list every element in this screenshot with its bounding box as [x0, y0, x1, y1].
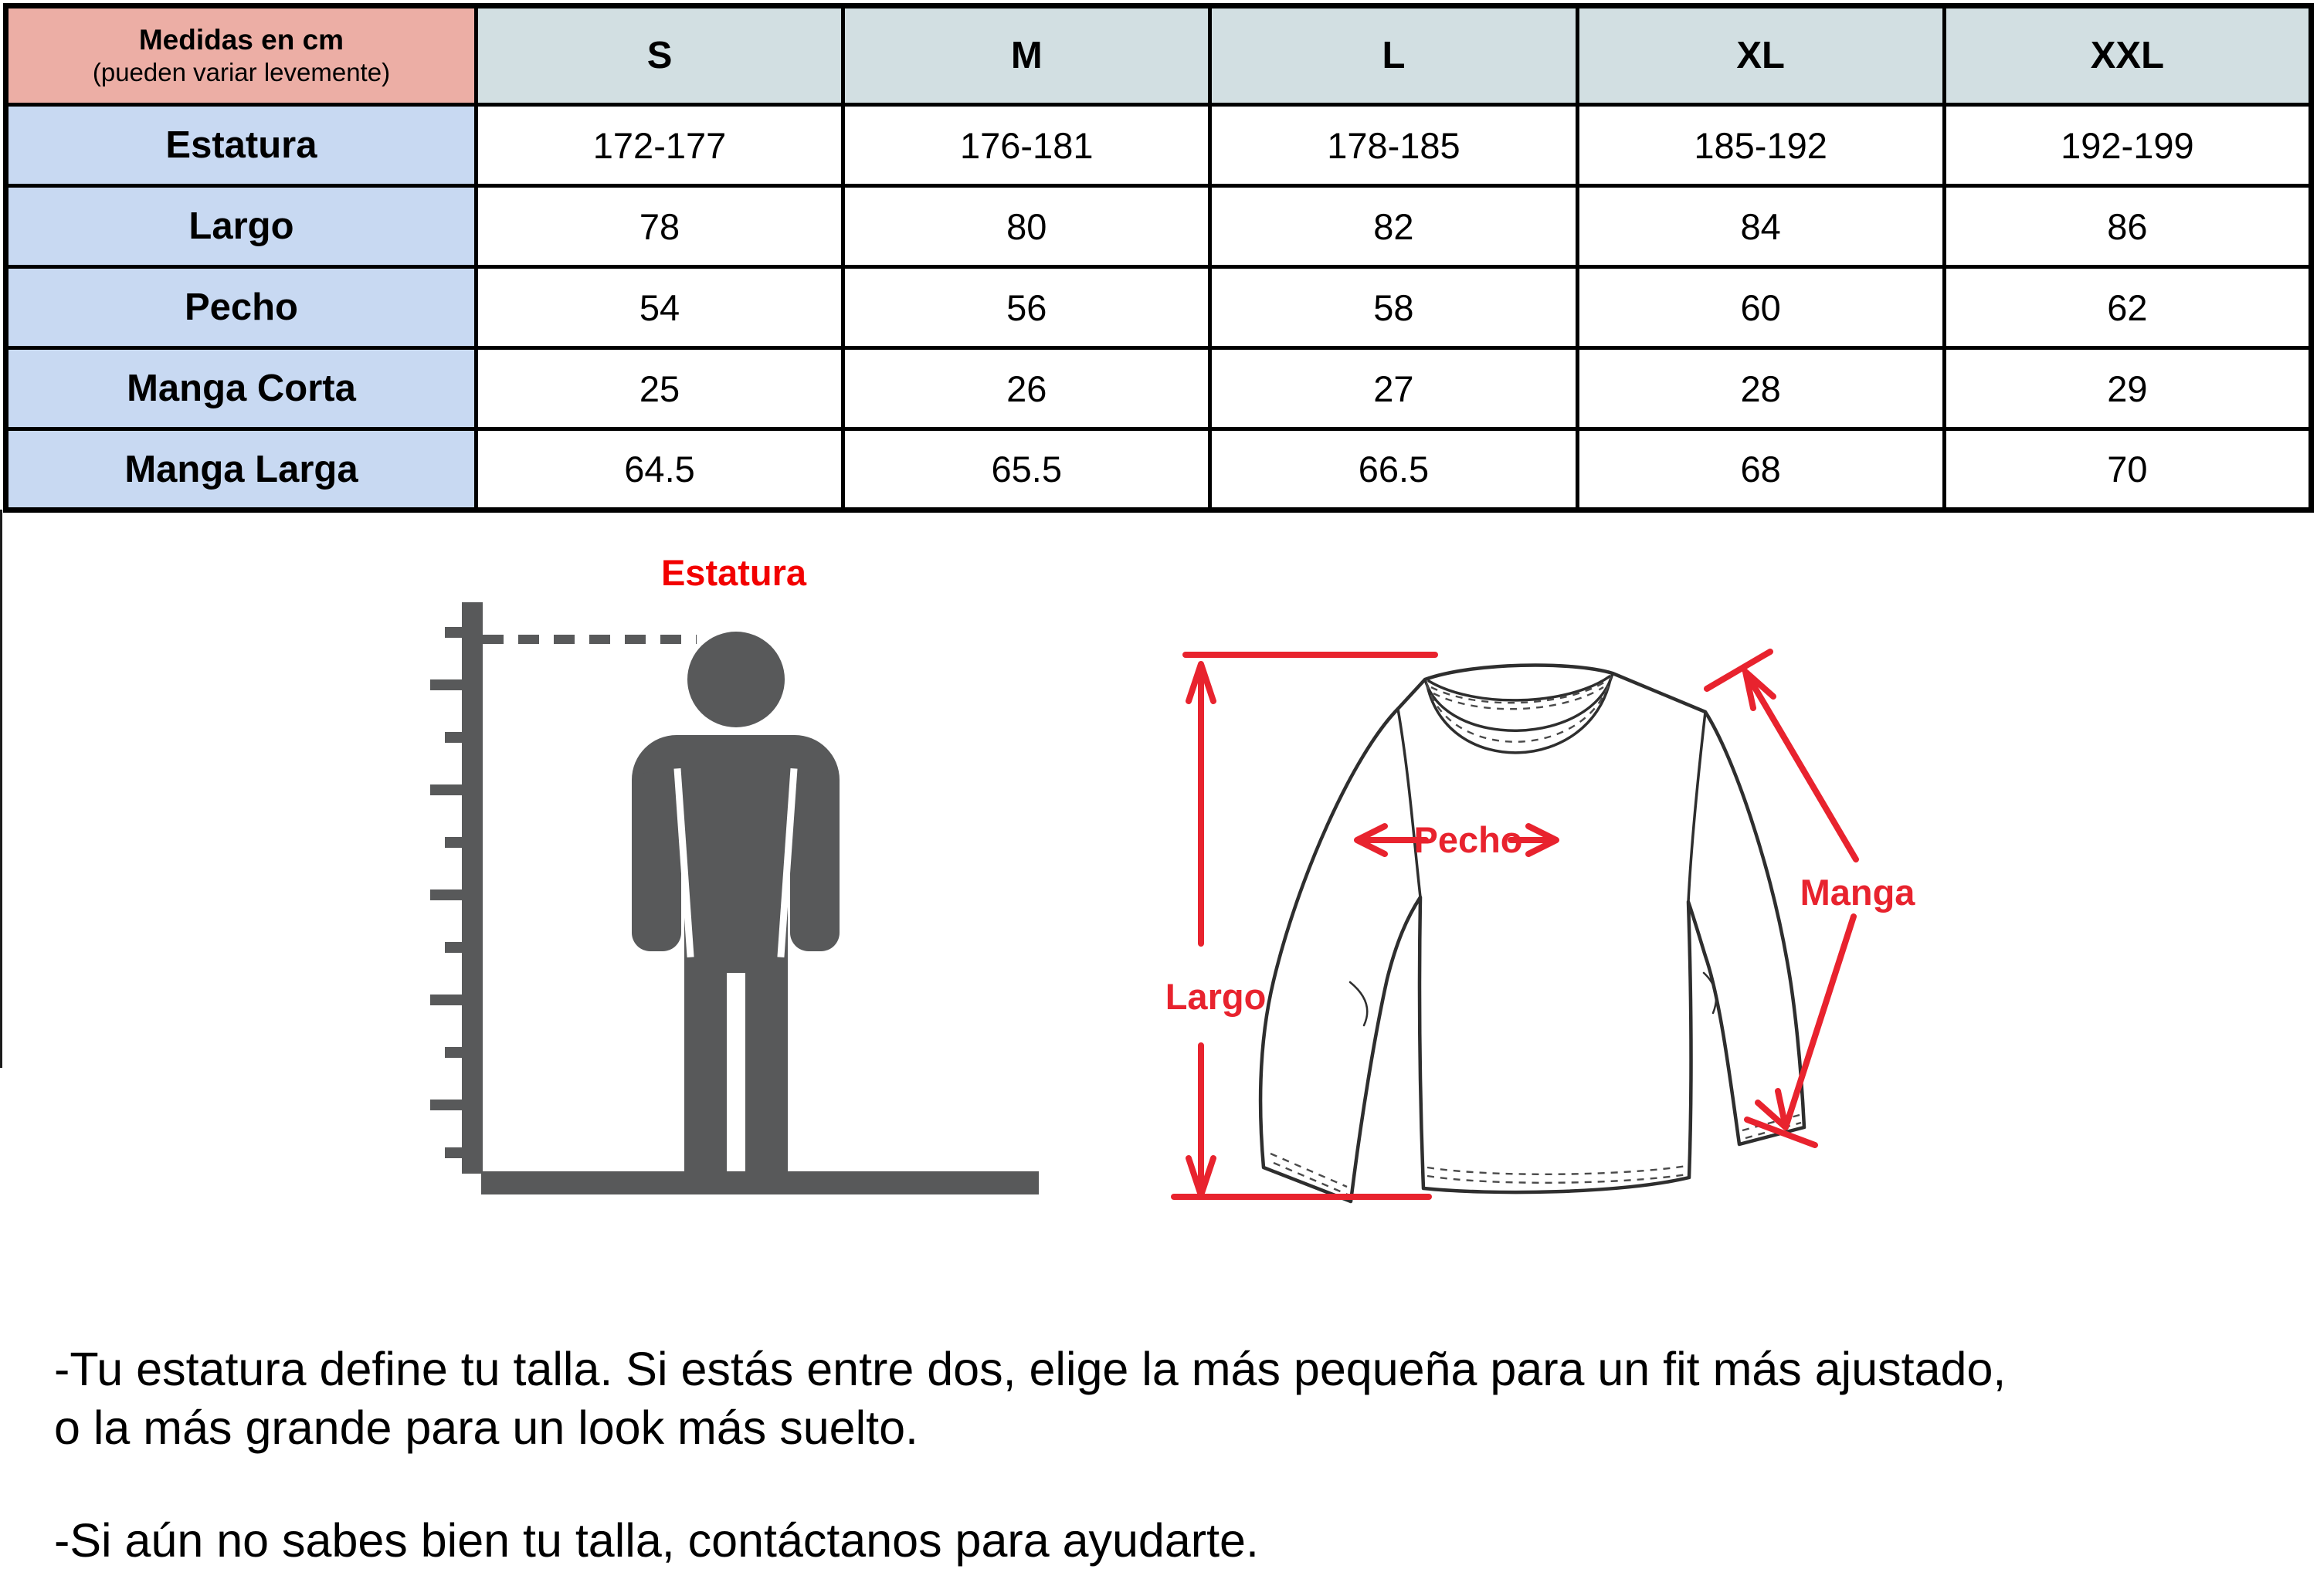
size-table: [3, 3, 2314, 513]
height-measurement-diagram: [425, 540, 1120, 1274]
estatura-s: 172-177: [476, 105, 843, 186]
manga-corta-s: 25: [476, 348, 843, 429]
estatura-xxl: 192-199: [1944, 105, 2311, 186]
shirt-outline-icon: [1260, 666, 1804, 1201]
row-label-pecho: Pecho: [6, 267, 477, 348]
row-label-manga-corta: Manga Corta: [6, 348, 477, 429]
pecho-xl: 60: [1577, 267, 1944, 348]
chest-label: Pecho: [1413, 819, 1523, 860]
table-corner-cell: [6, 6, 477, 105]
manga-corta-xl: 28: [1577, 348, 1944, 429]
largo-l: 82: [1210, 186, 1577, 267]
largo-xxl: 86: [1944, 186, 2311, 267]
note-fit-advice: [54, 1340, 2278, 1457]
largo-xl: 84: [1577, 186, 1944, 267]
length-arrow: [1189, 664, 1213, 1195]
note-contact-line: -Si aún no sabes bien tu talla, contáctanos para ayudarte.: [54, 1514, 1259, 1567]
size-column-m: M: [843, 6, 1210, 105]
sizing-notes: [54, 1340, 2278, 1570]
pecho-xxl: 62: [1944, 267, 2311, 348]
ruler-icon: [430, 602, 483, 1174]
manga-larga-xxl: 70: [1944, 429, 2311, 510]
row-label-largo: Largo: [6, 186, 477, 267]
table-row-estatura: [6, 105, 2312, 186]
units-title: Medidas en cm: [138, 24, 344, 56]
pecho-l: 58: [1210, 267, 1577, 348]
largo-s: 78: [476, 186, 843, 267]
units-subtitle: (pueden variar levemente): [92, 58, 391, 86]
row-label-manga-larga: Manga Larga: [6, 429, 477, 510]
length-label: Largo: [1165, 976, 1267, 1017]
pecho-s: 54: [476, 267, 843, 348]
estatura-m: 176-181: [843, 105, 1210, 186]
size-column-l: L: [1210, 6, 1577, 105]
manga-larga-m: 65.5: [843, 429, 1210, 510]
largo-m: 80: [843, 186, 1210, 267]
manga-corta-xxl: 29: [1944, 348, 2311, 429]
size-column-s: S: [476, 6, 843, 105]
manga-corta-l: 27: [1210, 348, 1577, 429]
table-row-manga-larga: [6, 429, 2312, 510]
manga-corta-m: 26: [843, 348, 1210, 429]
person-icon: [632, 632, 840, 1181]
table-row-pecho: [6, 267, 2312, 348]
sleeve-label: Manga: [1800, 872, 1915, 913]
size-column-xl: XL: [1577, 6, 1944, 105]
table-header-row: [6, 6, 2312, 105]
pecho-m: 56: [843, 267, 1210, 348]
height-label: Estatura: [660, 552, 807, 593]
floor-baseline: [481, 1171, 1039, 1194]
shirt-measurement-diagram: [1120, 633, 2008, 1274]
sheet-left-border-line: [0, 510, 2, 1068]
estatura-l: 178-185: [1210, 105, 1577, 186]
note-fit-line2: o la más grande para un look más suelto.: [54, 1401, 918, 1454]
note-fit-line1: -Tu estatura define tu talla. Si estás entre dos, elige la más pequeña para un fit más ajustado,: [54, 1343, 2007, 1395]
size-column-xxl: XXL: [1944, 6, 2311, 105]
manga-larga-l: 66.5: [1210, 429, 1577, 510]
estatura-xl: 185-192: [1577, 105, 1944, 186]
table-row-manga-corta: [6, 348, 2312, 429]
manga-larga-xl: 68: [1577, 429, 1944, 510]
note-contact-advice: [54, 1511, 2278, 1570]
row-label-estatura: Estatura: [6, 105, 477, 186]
manga-larga-s: 64.5: [476, 429, 843, 510]
table-row-largo: [6, 186, 2312, 267]
